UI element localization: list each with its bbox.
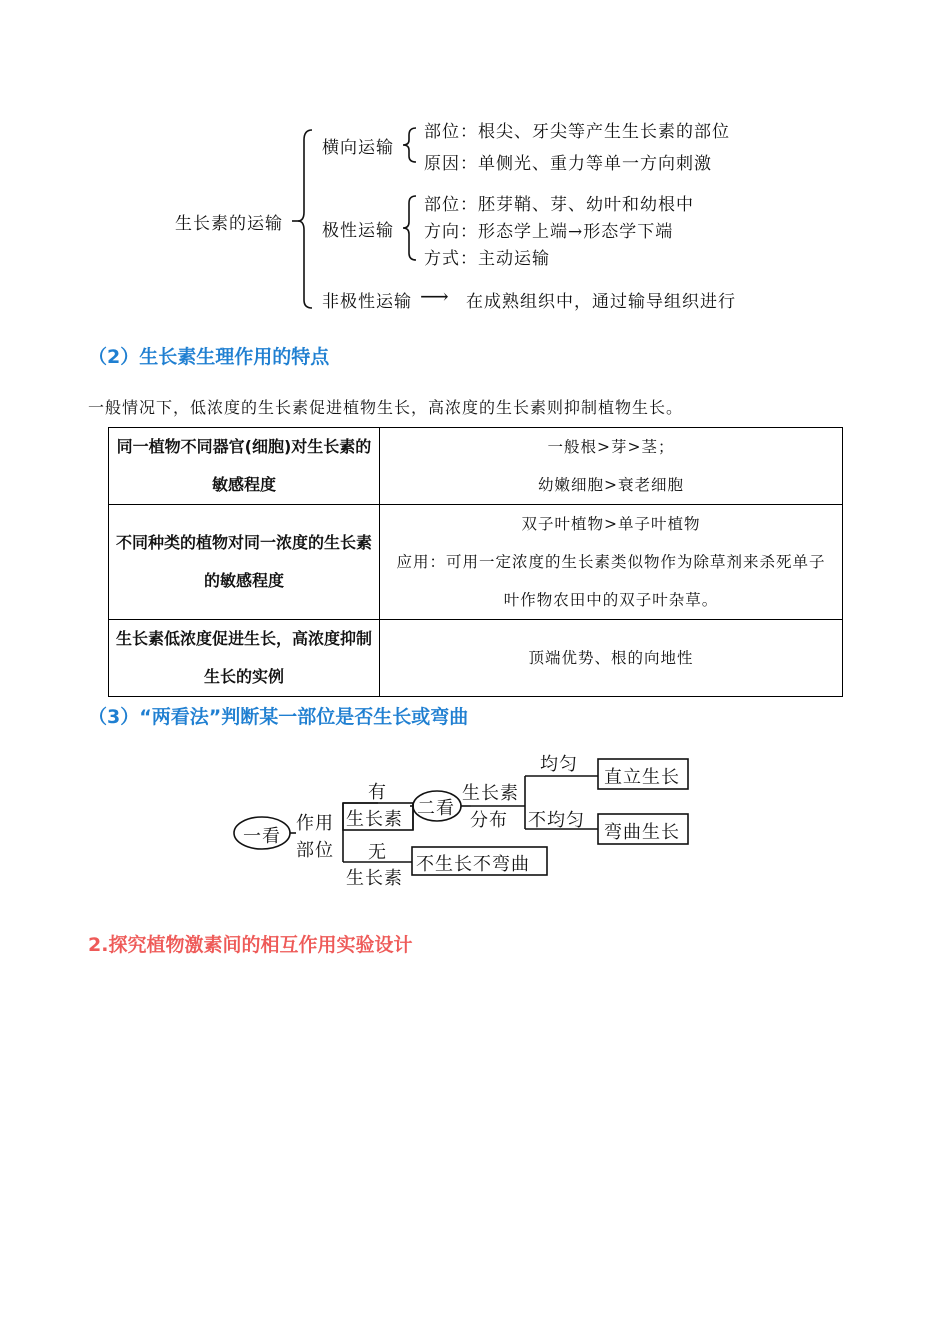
table-cell-left: 同一植物不同器官(细胞)对生长素的敏感程度 <box>109 428 380 505</box>
lateral-site-text: 部位：根尖、牙尖等产生生长素的部位 <box>424 122 730 142</box>
site-line1: 作用 <box>296 813 334 834</box>
distribution-line2: 分布 <box>470 810 508 831</box>
result-bending-growth: 弯曲生长 <box>604 822 680 843</box>
uneven-label: 不均匀 <box>528 810 585 831</box>
section-heading-physiology: （2）生长素生理作用的特点 <box>88 346 330 368</box>
none-label: 无 <box>368 842 387 863</box>
result-no-growth: 不生长不弯曲 <box>416 854 530 875</box>
cell-line: 应用：可用一定浓度的生长素类似物作为除草剂来杀死单子叶作物农田中的双子叶杂草。 <box>396 553 826 609</box>
nonpolar-transport-label: 非极性运输 <box>322 292 412 312</box>
has-label: 有 <box>368 782 387 803</box>
polar-mode-text: 方式：主动运输 <box>424 249 550 269</box>
polar-transport-label: 极性运输 <box>322 221 394 241</box>
right-arrow-icon: ⟶ <box>420 284 450 308</box>
intro-paragraph: 一般情况下，低浓度的生长素促进植物生长，高浓度的生长素则抑制植物生长。 <box>88 398 684 417</box>
transport-root-label: 生长素的运输 <box>175 214 283 234</box>
table-cell-left: 生长素低浓度促进生长，高浓度抑制生长的实例 <box>109 620 380 697</box>
cell-line: 顶端优势、根的向地性 <box>528 649 694 667</box>
cell-line: 一般根>芽>茎； <box>547 438 675 456</box>
first-look-node: 一看 <box>243 826 281 847</box>
table-cell-left: 不同种类的植物对同一浓度的生长素的敏感程度 <box>109 505 380 620</box>
result-straight-growth: 直立生长 <box>604 767 680 788</box>
section-heading-two-look-method: （3）“两看法”判断某一部位是否生长或弯曲 <box>88 706 469 728</box>
lateral-cause-text: 原因：单侧光、重力等单一方向刺激 <box>424 154 712 174</box>
polar-site-text: 部位：胚芽鞘、芽、幼叶和幼根中 <box>424 195 694 215</box>
site-line2: 部位 <box>296 840 334 861</box>
distribution-line1: 生长素 <box>462 783 519 804</box>
none-auxin-label: 生长素 <box>346 868 403 889</box>
lateral-transport-label: 横向运输 <box>322 138 394 158</box>
section-heading-hormone-interaction: 2.探究植物激素间的相互作用实验设计 <box>88 934 413 956</box>
cell-line: 幼嫩细胞>衰老细胞 <box>538 476 684 494</box>
cell-line: 双子叶植物>单子叶植物 <box>521 515 701 533</box>
even-label: 均匀 <box>540 754 578 775</box>
polar-direction-text: 方向：形态学上端→形态学下端 <box>424 222 674 242</box>
nonpolar-description: 在成熟组织中，通过输导组织进行 <box>466 292 736 312</box>
has-auxin-box: 生长素 <box>346 809 403 830</box>
second-look-node: 二看 <box>417 798 455 819</box>
